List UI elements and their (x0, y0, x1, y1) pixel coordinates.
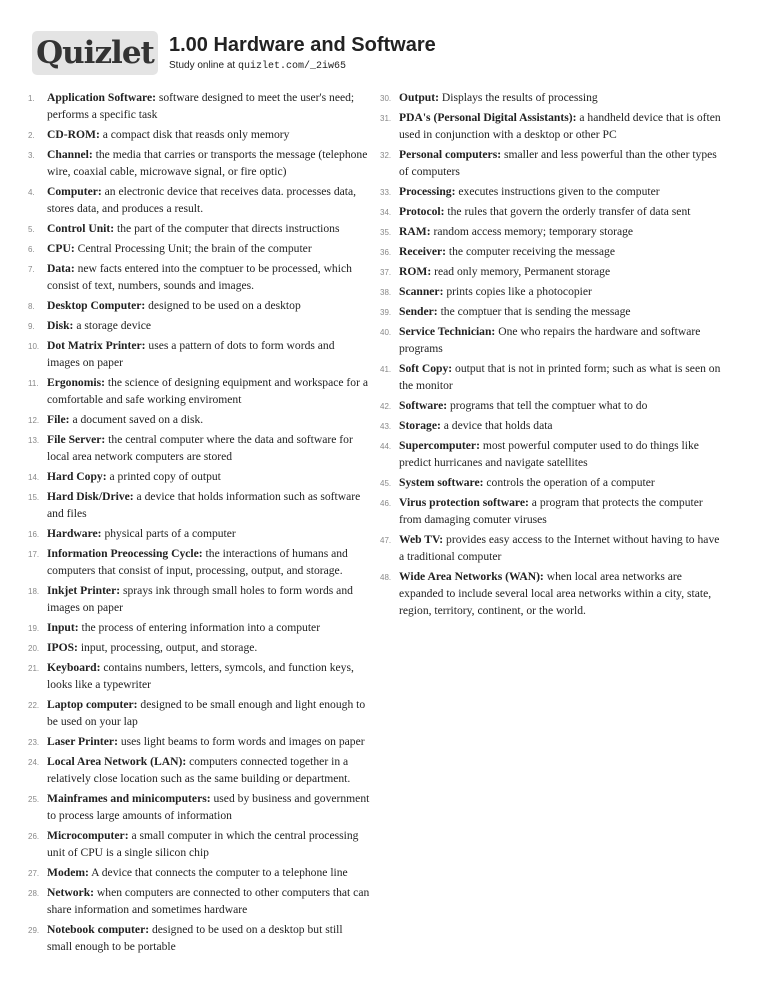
term-definition: the science of designing equipment and workspace for a comfortable and safe working enviroment (47, 376, 368, 406)
term-entry (28, 240, 370, 257)
term-number: 48. (380, 573, 392, 582)
term-number: 35. (380, 228, 392, 237)
term-definition: a document saved on a disk. (72, 413, 204, 426)
term-number: 3. (28, 151, 35, 160)
term-definition: input, processing, output, and storage. (80, 641, 258, 654)
term-definition: Central Processing Unit; the brain of the computer (77, 242, 312, 255)
term-definition: provides easy access to the Internet without having to have a traditional computer (399, 533, 720, 563)
term-number: 6. (28, 245, 35, 254)
term-entry (380, 474, 725, 491)
term-definition: a device that holds information such as software and files (47, 490, 361, 520)
term-definition: executes instructions given to the computer (458, 185, 660, 198)
term-definition: the interactions of humans and computers that consist of input, processing, output, and storage. (47, 547, 348, 577)
term-number: 16. (28, 530, 40, 539)
term-definition: the central computer where the data and software for local area network computers are stored (47, 433, 353, 463)
term-number: 11. (28, 379, 39, 388)
term-entry (28, 582, 370, 616)
term-entry (380, 417, 725, 434)
term-number: 15. (28, 493, 40, 502)
term-word: Application Software: (47, 91, 156, 104)
term-entry (28, 884, 370, 918)
term-number: 37. (380, 268, 392, 277)
term-number: 12. (28, 416, 40, 425)
term-entry (380, 437, 725, 471)
term-entry (28, 146, 370, 180)
term-word: Information Preocessing Cycle: (47, 547, 203, 560)
term-number: 25. (28, 795, 40, 804)
term-entry (380, 323, 725, 357)
term-word: Soft Copy: (399, 362, 453, 375)
term-number: 4. (28, 188, 35, 197)
term-entry (28, 753, 370, 787)
term-number: 26. (28, 832, 40, 841)
term-entry (28, 545, 370, 579)
term-definition: uses a pattern of dots to form words and images on paper (47, 339, 335, 369)
term-entry (28, 89, 370, 123)
term-word: Personal computers: (399, 148, 502, 161)
term-entry (380, 263, 725, 280)
term-entry (380, 223, 725, 240)
terms-column-left (28, 89, 370, 958)
term-entry (28, 126, 370, 143)
term-number: 17. (28, 550, 40, 559)
term-number: 8. (28, 302, 35, 311)
term-word: Virus protection software: (399, 496, 529, 509)
term-definition: used by business and government to process large amounts of information (47, 792, 370, 822)
term-number: 28. (28, 889, 40, 898)
term-word: File: (47, 413, 70, 426)
term-definition: programs that tell the comptuer what to do (450, 399, 648, 412)
term-word: Network: (47, 886, 95, 899)
term-entry (380, 531, 725, 565)
term-entry (380, 183, 725, 200)
term-word: Service Technician: (399, 325, 496, 338)
term-definition: a device that holds data (443, 419, 553, 432)
term-number: 43. (380, 422, 392, 431)
term-number: 1. (28, 94, 35, 103)
term-definition: the process of entering information into a computer (81, 621, 321, 634)
term-entry (28, 260, 370, 294)
term-entry (380, 146, 725, 180)
term-entry (380, 283, 725, 300)
term-word: Desktop Computer: (47, 299, 146, 312)
term-definition: the comptuer that is sending the message (440, 305, 631, 318)
term-number: 31. (380, 114, 392, 123)
study-online-line (169, 60, 346, 72)
term-number: 9. (28, 322, 35, 331)
term-definition: an electronic device that receives data. processes data, stores data, and produces a result. (47, 185, 357, 215)
term-definition: random access memory; temporary storage (433, 225, 634, 238)
term-entry (380, 303, 725, 320)
term-word: Output: (399, 91, 439, 104)
term-word: Supercomputer: (399, 439, 480, 452)
term-word: Keyboard: (47, 661, 101, 674)
term-word: Protocol: (399, 205, 445, 218)
term-number: 36. (380, 248, 392, 257)
term-entry (380, 109, 725, 143)
term-entry (380, 360, 725, 394)
term-word: Storage: (399, 419, 441, 432)
term-definition: when local area networks are expanded to include several local area networks within a city, state, region, territory, continent, or the world. (399, 570, 712, 617)
term-definition: controls the operation of a computer (486, 476, 655, 489)
term-entry (28, 619, 370, 636)
term-definition: A device that connects the computer to a telephone line (91, 866, 348, 879)
term-definition: a handheld device that is often used in conjunction with a desktop or other PC (399, 111, 721, 141)
term-number: 22. (28, 701, 40, 710)
study-online-url[interactable]: quizlet.com/_2iw65 (237, 61, 346, 72)
term-word: CD-ROM: (47, 128, 100, 141)
term-entry (380, 203, 725, 220)
term-definition: sprays ink through small holes to form words and images on paper (47, 584, 353, 614)
term-word: Computer: (47, 185, 102, 198)
term-word: ROM: (399, 265, 432, 278)
term-entry (28, 696, 370, 730)
term-number: 27. (28, 869, 40, 878)
term-word: Input: (47, 621, 79, 634)
term-definition: a printed copy of output (109, 470, 221, 483)
term-word: Local Area Network (LAN): (47, 755, 187, 768)
term-entry (28, 431, 370, 465)
term-word: Hardware: (47, 527, 102, 540)
term-definition: designed to be small enough and light enough to be used on your lap (47, 698, 366, 728)
term-number: 21. (28, 664, 40, 673)
term-number: 5. (28, 225, 35, 234)
term-definition: a program that protects the computer from damaging comuter viruses (399, 496, 703, 526)
term-number: 2. (28, 131, 35, 140)
term-word: Laptop computer: (47, 698, 138, 711)
term-number: 40. (380, 328, 392, 337)
quizlet-logo: Quizlet (32, 31, 158, 75)
term-word: Wide Area Networks (WAN): (399, 570, 544, 583)
term-word: CPU: (47, 242, 75, 255)
term-word: System software: (399, 476, 484, 489)
term-definition: contains numbers, letters, symcols, and function keys, looks like a typewriter (47, 661, 354, 691)
term-definition: Displays the results of processing (441, 91, 598, 104)
term-entry (28, 411, 370, 428)
term-entry (380, 568, 725, 619)
term-entry (28, 374, 370, 408)
term-definition: smaller and less powerful than the other types of computers (399, 148, 717, 178)
term-word: Data: (47, 262, 75, 275)
term-definition: read only memory, Permanent storage (434, 265, 611, 278)
term-entry (380, 494, 725, 528)
term-word: File Server: (47, 433, 106, 446)
term-number: 7. (28, 265, 35, 274)
term-definition: output that is not in printed form; such as what is seen on the monitor (399, 362, 721, 392)
term-number: 33. (380, 188, 392, 197)
term-definition: most powerful computer used to do things like predict hurricanes and navigate satellites (399, 439, 699, 469)
term-number: 24. (28, 758, 40, 767)
term-number: 45. (380, 479, 392, 488)
term-definition: the rules that govern the orderly transfer of data sent (447, 205, 691, 218)
term-entry (28, 659, 370, 693)
term-entry (28, 220, 370, 237)
term-number: 19. (28, 624, 40, 633)
term-entry (380, 89, 725, 106)
term-definition: physical parts of a computer (104, 527, 236, 540)
term-definition: prints copies like a photocopier (446, 285, 592, 298)
term-word: Ergonomis: (47, 376, 105, 389)
term-definition: the computer receiving the message (448, 245, 616, 258)
term-word: RAM: (399, 225, 431, 238)
term-definition: computers connected together in a relatively close location such as the same building or department. (47, 755, 351, 785)
term-word: Receiver: (399, 245, 446, 258)
term-word: Processing: (399, 185, 456, 198)
term-entry (28, 790, 370, 824)
term-definition: a storage device (76, 319, 152, 332)
term-definition: the media that carries or transports the message (telephone wire, coaxial cable, microwave signal, or fire optic) (47, 148, 368, 178)
term-word: Microcomputer: (47, 829, 129, 842)
term-number: 10. (28, 342, 40, 351)
term-number: 32. (380, 151, 392, 160)
term-number: 14. (28, 473, 40, 482)
term-word: Mainframes and minicomputers: (47, 792, 211, 805)
term-word: Notebook computer: (47, 923, 150, 936)
term-word: Hard Disk/Drive: (47, 490, 134, 503)
term-word: PDA's (Personal Digital Assistants): (399, 111, 577, 124)
term-entry (380, 397, 725, 414)
term-number: 44. (380, 442, 392, 451)
term-number: 29. (28, 926, 40, 935)
term-number: 20. (28, 644, 40, 653)
term-definition: new facts entered into the comptuer to be processed, which consist of text, numbers, sounds and images. (47, 262, 352, 292)
term-number: 41. (380, 365, 392, 374)
term-entry (28, 733, 370, 750)
term-word: Web TV: (399, 533, 444, 546)
term-number: 34. (380, 208, 392, 217)
term-number: 30. (380, 94, 392, 103)
term-entry (28, 297, 370, 314)
term-entry (28, 864, 370, 881)
term-entry (28, 921, 370, 955)
term-entry (28, 525, 370, 542)
term-entry (28, 337, 370, 371)
term-word: Modem: (47, 866, 89, 879)
term-entry (28, 639, 370, 656)
term-number: 39. (380, 308, 392, 317)
term-word: Control Unit: (47, 222, 115, 235)
term-word: Dot Matrix Printer: (47, 339, 146, 352)
term-entry (28, 468, 370, 485)
term-entry (28, 183, 370, 217)
term-number: 38. (380, 288, 392, 297)
terms-column-right (380, 89, 725, 622)
term-word: Hard Copy: (47, 470, 107, 483)
term-definition: the part of the computer that directs instructions (117, 222, 340, 235)
term-word: Inkjet Printer: (47, 584, 121, 597)
term-entry (28, 488, 370, 522)
term-word: Sender: (399, 305, 438, 318)
term-entry (380, 243, 725, 260)
term-word: Channel: (47, 148, 93, 161)
term-word: Laser Printer: (47, 735, 118, 748)
page-title: 1.00 Hardware and Software (169, 34, 436, 56)
term-definition: One who repairs the hardware and software programs (399, 325, 701, 355)
term-definition: uses light beams to form words and images on paper (120, 735, 365, 748)
term-definition: designed to be used on a desktop (148, 299, 301, 312)
term-number: 18. (28, 587, 40, 596)
term-entry (28, 317, 370, 334)
term-word: Software: (399, 399, 448, 412)
term-definition: a compact disk that reasds only memory (102, 128, 290, 141)
term-definition: a small computer in which the central processing unit of CPU is a single silicon chip (47, 829, 359, 859)
term-entry (28, 827, 370, 861)
term-definition: software designed to meet the user's need; performs a specific task (47, 91, 355, 121)
term-definition: designed to be used on a desktop but still small enough to be portable (47, 923, 343, 953)
term-word: Scanner: (399, 285, 444, 298)
term-number: 46. (380, 499, 392, 508)
term-number: 23. (28, 738, 40, 747)
term-number: 13. (28, 436, 40, 445)
term-number: 42. (380, 402, 392, 411)
term-definition: when computers are connected to other computers that can share information and sometimes hardware (47, 886, 370, 916)
term-word: IPOS: (47, 641, 78, 654)
term-number: 47. (380, 536, 392, 545)
term-word: Disk: (47, 319, 74, 332)
study-online-prefix: Study online at (169, 60, 238, 71)
